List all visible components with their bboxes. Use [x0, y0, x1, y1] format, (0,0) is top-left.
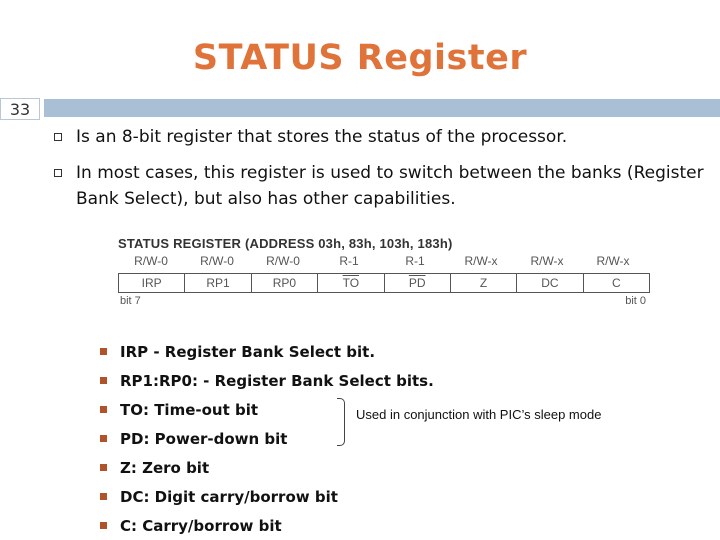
- bit-description: C: Carry/borrow bit: [120, 516, 282, 535]
- header-bar: [44, 99, 720, 117]
- right-brace-icon: [337, 398, 345, 446]
- bit-7-label: bit 7: [120, 295, 141, 307]
- rw-label: R/W-0: [266, 254, 300, 268]
- bullet-item: [50, 160, 710, 212]
- bullet-item: [50, 124, 710, 150]
- square-bullet-icon: [100, 348, 107, 355]
- square-bullet-icon: [100, 493, 107, 500]
- rw-label: R-1: [405, 254, 425, 268]
- bit-cell-dc: DC: [517, 274, 583, 292]
- rw-label-row: [118, 254, 658, 272]
- list-item: [100, 366, 434, 395]
- bit-description: TO: Time-out bit: [120, 400, 259, 419]
- list-item: [100, 453, 434, 482]
- square-bullet-icon: [54, 169, 62, 177]
- bit-cell-rp0: RP0: [252, 274, 318, 292]
- rw-label: R/W-x: [464, 254, 498, 268]
- register-heading: STATUS REGISTER (ADDRESS 03h, 83h, 103h, 183h): [118, 236, 453, 251]
- rw-label: R/W-0: [200, 254, 234, 268]
- square-bullet-icon: [54, 133, 62, 141]
- rw-label: R/W-x: [596, 254, 630, 268]
- bullet-text: In most cases, this register is used to switch between the banks (Register Bank Select), but also has other capabilities.: [76, 163, 704, 209]
- square-bullet-icon: [100, 435, 107, 442]
- bullet-text: Is an 8-bit register that stores the status of the processor.: [76, 127, 568, 147]
- slide-number: 33: [0, 98, 40, 120]
- bit-cell-rp1: RP1: [185, 274, 251, 292]
- bit-position-labels: [118, 295, 658, 311]
- list-item: [100, 424, 434, 453]
- square-bullet-icon: [100, 406, 107, 413]
- square-bullet-icon: [100, 464, 107, 471]
- bit-cell-pd: $\overline{PD}$: [385, 274, 451, 292]
- bit-cell-to: $\overline{TO}$: [318, 274, 384, 292]
- square-bullet-icon: [100, 522, 107, 529]
- bit-description-list: [100, 337, 434, 540]
- list-item: [100, 337, 434, 366]
- bit-cell-c: C: [611, 276, 621, 290]
- bit-cell-z: Z: [451, 274, 517, 292]
- bit-description: Z: Zero bit: [120, 458, 210, 477]
- bit-description: DC: Digit carry/borrow bit: [120, 487, 338, 506]
- sleep-mode-annotation: Used in conjunction with PIC’s sleep mode: [356, 407, 602, 422]
- list-item: [100, 482, 434, 511]
- bit-description: PD: Power-down bit: [120, 429, 288, 448]
- bit-cell-irp: IRP: [119, 274, 185, 292]
- list-item: [100, 511, 434, 540]
- bit-description: IRP - Register Bank Select bit.: [120, 342, 376, 361]
- square-bullet-icon: [100, 377, 107, 384]
- rw-label: R-1: [339, 254, 359, 268]
- bit-description: RP1:RP0: - Register Bank Select bits.: [120, 371, 434, 390]
- status-register-diagram: [118, 236, 658, 311]
- register-bit-table: [118, 273, 650, 293]
- main-bullet-list: [50, 124, 710, 222]
- rw-label: R/W-x: [530, 254, 564, 268]
- rw-label: R/W-0: [134, 254, 168, 268]
- bit-0-label: bit 0: [625, 295, 646, 307]
- slide-title: STATUS Register: [192, 38, 528, 78]
